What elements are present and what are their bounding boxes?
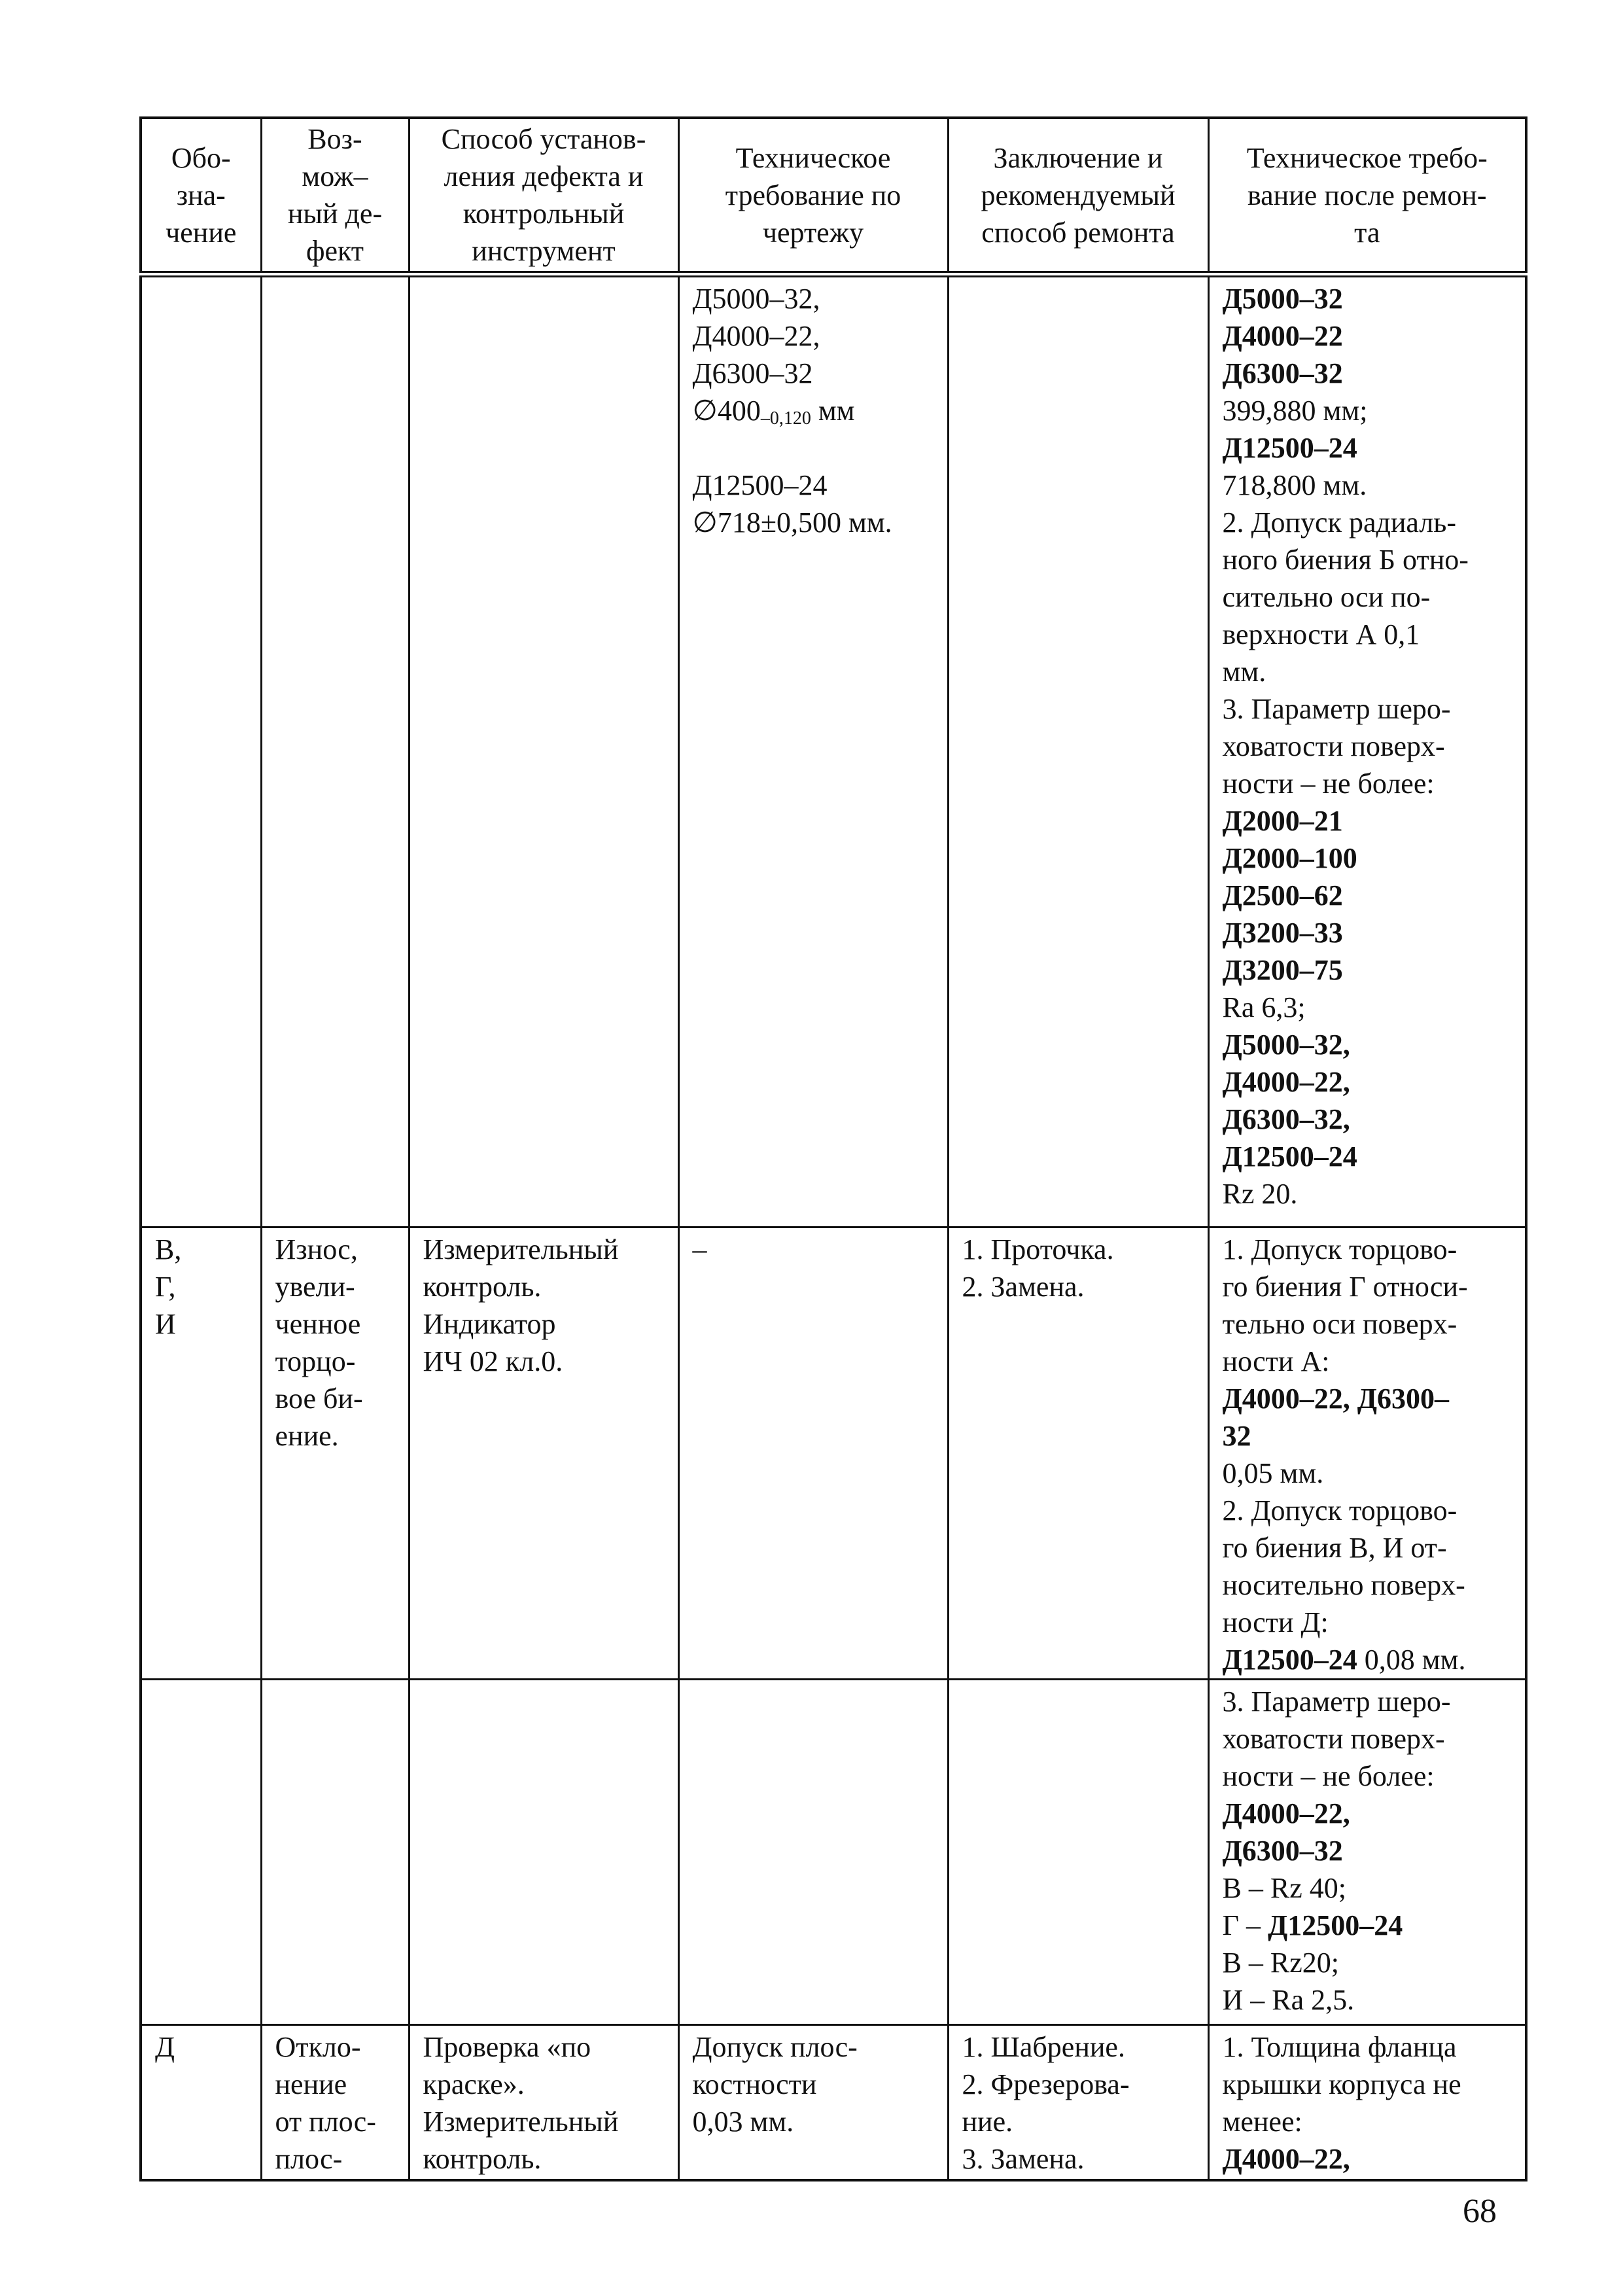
text-line: Д6300–32 [1222,357,1343,389]
text-line: Д12500–24 [1222,432,1357,464]
text-line: сительно оси по- [1222,581,1431,613]
table-row [141,2024,1526,2180]
text-line: Д4000–22 [1222,320,1343,352]
text-line: Д4000–22, [1222,1066,1350,1098]
cell-repair-method: 1. Проточка. 2. Замена. [948,1227,1208,1679]
text-line: Д5000–32, [1222,1029,1350,1061]
text-line: Д2000–100 [1222,842,1357,874]
text-line: верхности А 0,1 [1222,618,1420,650]
table-header [141,118,1526,274]
cell-method: Измерительный контроль. Индикатор ИЧ 02 кл.0. [409,1227,678,1679]
cell-method: Проверка «по краске». Измерительный контроль. [409,2024,678,2180]
text-line: Ra 6,3; [1222,991,1306,1023]
cell-after-repair: 3. Параметр шеро- ховатости поверх- ности – не более: Д4000–22, Д6300–32 В – Rz 40; Г – Д12500–24 В – Rz20; И – Ra 2,5. [1208,1679,1526,2024]
text-line: мм. [1222,656,1266,688]
text-line: Rz 20. [1222,1178,1298,1210]
cell-defect: Откло- нение от плос- плос- [261,2024,409,2180]
cell-designation: Д [141,2024,261,2180]
text-line: 1. Толщина фланца [1222,2030,1457,2063]
text-line: ности – не более: [1222,768,1435,800]
cell-after-repair [1208,2024,1526,2180]
text-line: ховатости поверх- [1222,730,1445,762]
cell-repair-method [948,274,1208,1227]
text-line: Д4000–22, [1222,2142,1350,2175]
cell-method [409,274,678,1227]
text-line: Д2500–62 [1222,879,1343,911]
table-row [141,1227,1526,1679]
defect-table [139,116,1527,2181]
text-line: крышки корпуса не [1222,2068,1461,2100]
cell-after-repair: 1. Допуск торцово- го биения Г относи- тельно оси поверх- ности А: Д4000–22, Д6300– 32 0,05 мм. 2. Допуск торцово- го биения В, И от- носительно поверх- ности Д: Д12500–24 0,08 мм. [1208,1227,1526,1679]
header-possible-defect: Воз- мож– ный де- фект [261,118,409,274]
cell-drawing-requirement [678,1679,948,2024]
text-line: 718,800 мм. [1222,469,1367,501]
cell-repair-method: 1. Шабрение. 2. Фрезерова- ние. 3. Замена. [948,2024,1208,2180]
text-line: менее: [1222,2105,1302,2138]
cell-designation [141,1679,261,2024]
cell-defect [261,274,409,1227]
header-after-repair-requirement: Техническое требо- вание после ремон- та [1208,118,1526,274]
text-line: ного биения Б отно- [1222,544,1469,576]
cell-defect: Износ, увели- ченное торцо- вое би- ение. [261,1227,409,1679]
cell-designation: В, Г, И [141,1227,261,1679]
table-row [141,274,1526,1227]
cell-repair-method [948,1679,1208,2024]
text-line: Д12500–24 [1222,1140,1357,1173]
table-row [141,1679,1526,2024]
text-line: Д3200–75 [1222,954,1343,986]
cell-drawing-requirement: – [678,1227,948,1679]
text-line: 399,880 мм; [1222,395,1368,427]
header-designation: Обо- зна- чение [141,118,261,274]
page-number: 68 [1463,2193,1497,2230]
cell-method [409,1679,678,2024]
text-line: Д3200–33 [1222,917,1343,949]
header-detection-method: Способ установ- ления дефекта и контрольный инструмент [409,118,678,274]
cell-drawing-requirement: Д5000–32, Д4000–22, Д6300–32 $\emptyset 400_{-0,120}$ мм Д12500–24 ∅718±0,500 мм. [678,274,948,1227]
text-line: Д5000–32 [1222,283,1343,315]
cell-designation [141,274,261,1227]
cell-after-repair [1208,274,1526,1227]
cell-defect [261,1679,409,2024]
header-repair-method: Заключение и рекомендуемый способ ремонта [948,118,1208,274]
cell-drawing-requirement: Допуск плос- костности 0,03 мм. [678,2024,948,2180]
text-line: 2. Допуск радиаль- [1222,506,1457,539]
text-line: Д6300–32, [1222,1103,1350,1135]
text-line: Д2000–21 [1222,805,1343,837]
text-line: 3. Параметр шеро- [1222,693,1451,725]
header-drawing-requirement: Техническое требование по чертежу [678,118,948,274]
